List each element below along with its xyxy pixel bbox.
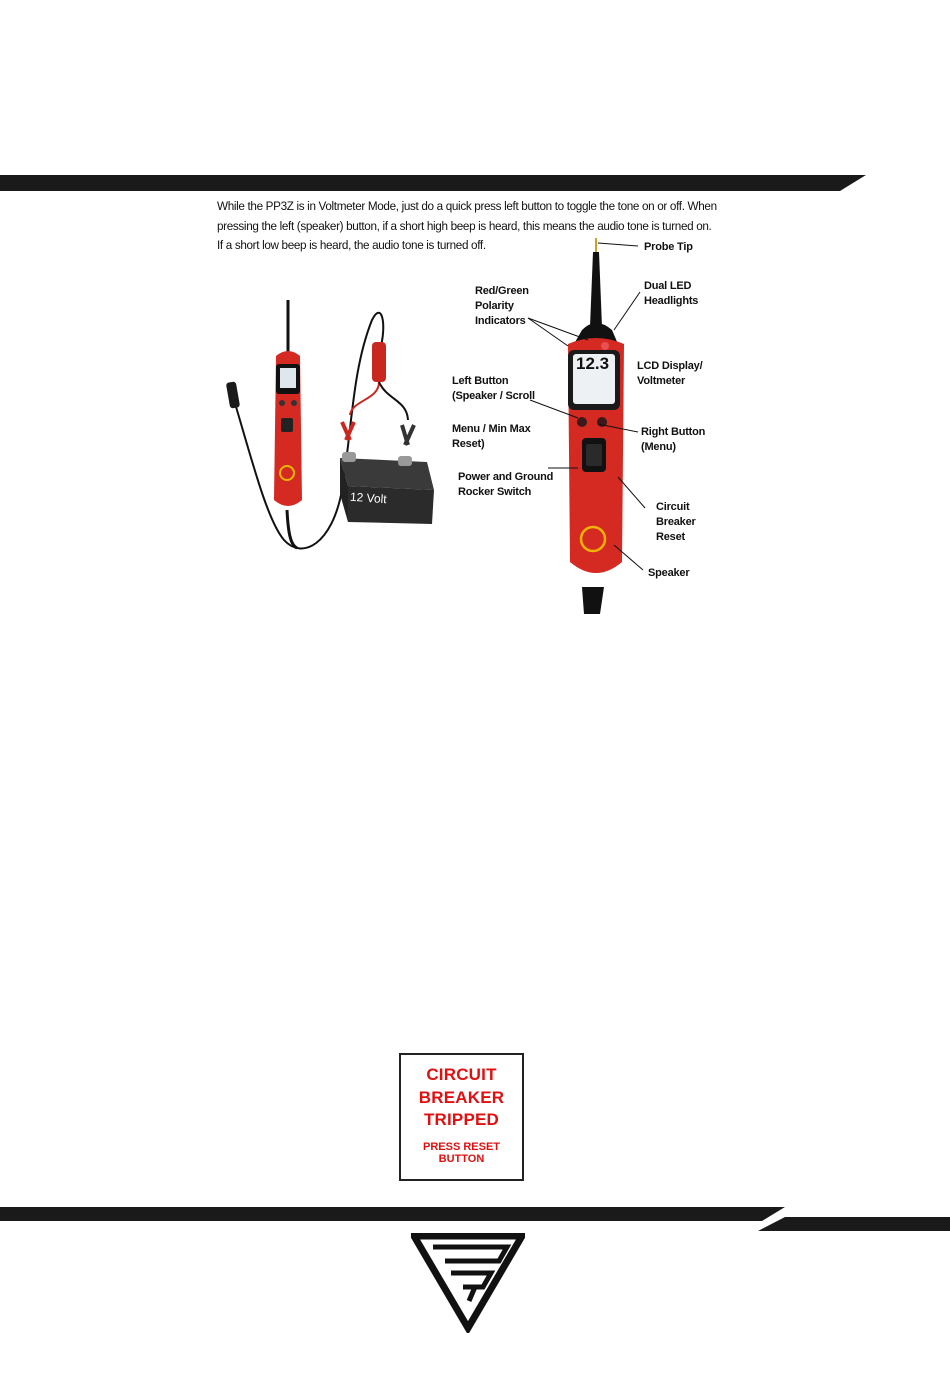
warning-line-button: BUTTON bbox=[438, 1153, 485, 1165]
callout-power-ground-switch: Power and Ground Rocker Switch bbox=[458, 471, 554, 498]
brand-logo-icon bbox=[411, 1233, 525, 1333]
callout-lcd-display: LCD Display/ Voltmeter bbox=[637, 360, 703, 387]
warning-line-circuit: CIRCUIT bbox=[426, 1065, 497, 1084]
callout-dual-led-headlights: Dual LED Headlights bbox=[644, 280, 699, 307]
lcd-value: 12.3 bbox=[576, 354, 610, 373]
callout-speaker: Speaker bbox=[648, 567, 690, 579]
callout-polarity-indicators: Red/Green Polarity Indicators bbox=[475, 285, 529, 327]
circuit-breaker-warning-sign bbox=[399, 1053, 524, 1181]
callout-menu-min-max: Menu / Min Max Reset) bbox=[452, 423, 531, 450]
warning-line-tripped: TRIPPED bbox=[423, 1110, 500, 1129]
callout-circuit-breaker-reset: Circuit Breaker Reset bbox=[656, 501, 696, 543]
intro-line-3: If a short low beep is heard, the audio tone is turned off. bbox=[217, 238, 486, 252]
callout-probe-tip: Probe Tip bbox=[644, 241, 693, 253]
warning-line-breaker: BREAKER bbox=[418, 1087, 505, 1107]
intro-line-1: While the PP3Z is in Voltmeter Mode, just do a quick press left button to toggle the tone on or off. When bbox=[217, 199, 717, 213]
battery-label: 12 Volt bbox=[349, 489, 388, 507]
callout-left-button: Left Button (Speaker / Scroll bbox=[452, 375, 535, 402]
callout-right-button: Right Button (Menu) bbox=[641, 426, 706, 453]
warning-line-press-reset: PRESS RESET bbox=[422, 1140, 501, 1153]
footer-bar bbox=[0, 1207, 950, 1231]
intro-line-2: pressing the left (speaker) button, if a short high beep is heard, this means the audio tone is turned on. bbox=[217, 218, 712, 233]
